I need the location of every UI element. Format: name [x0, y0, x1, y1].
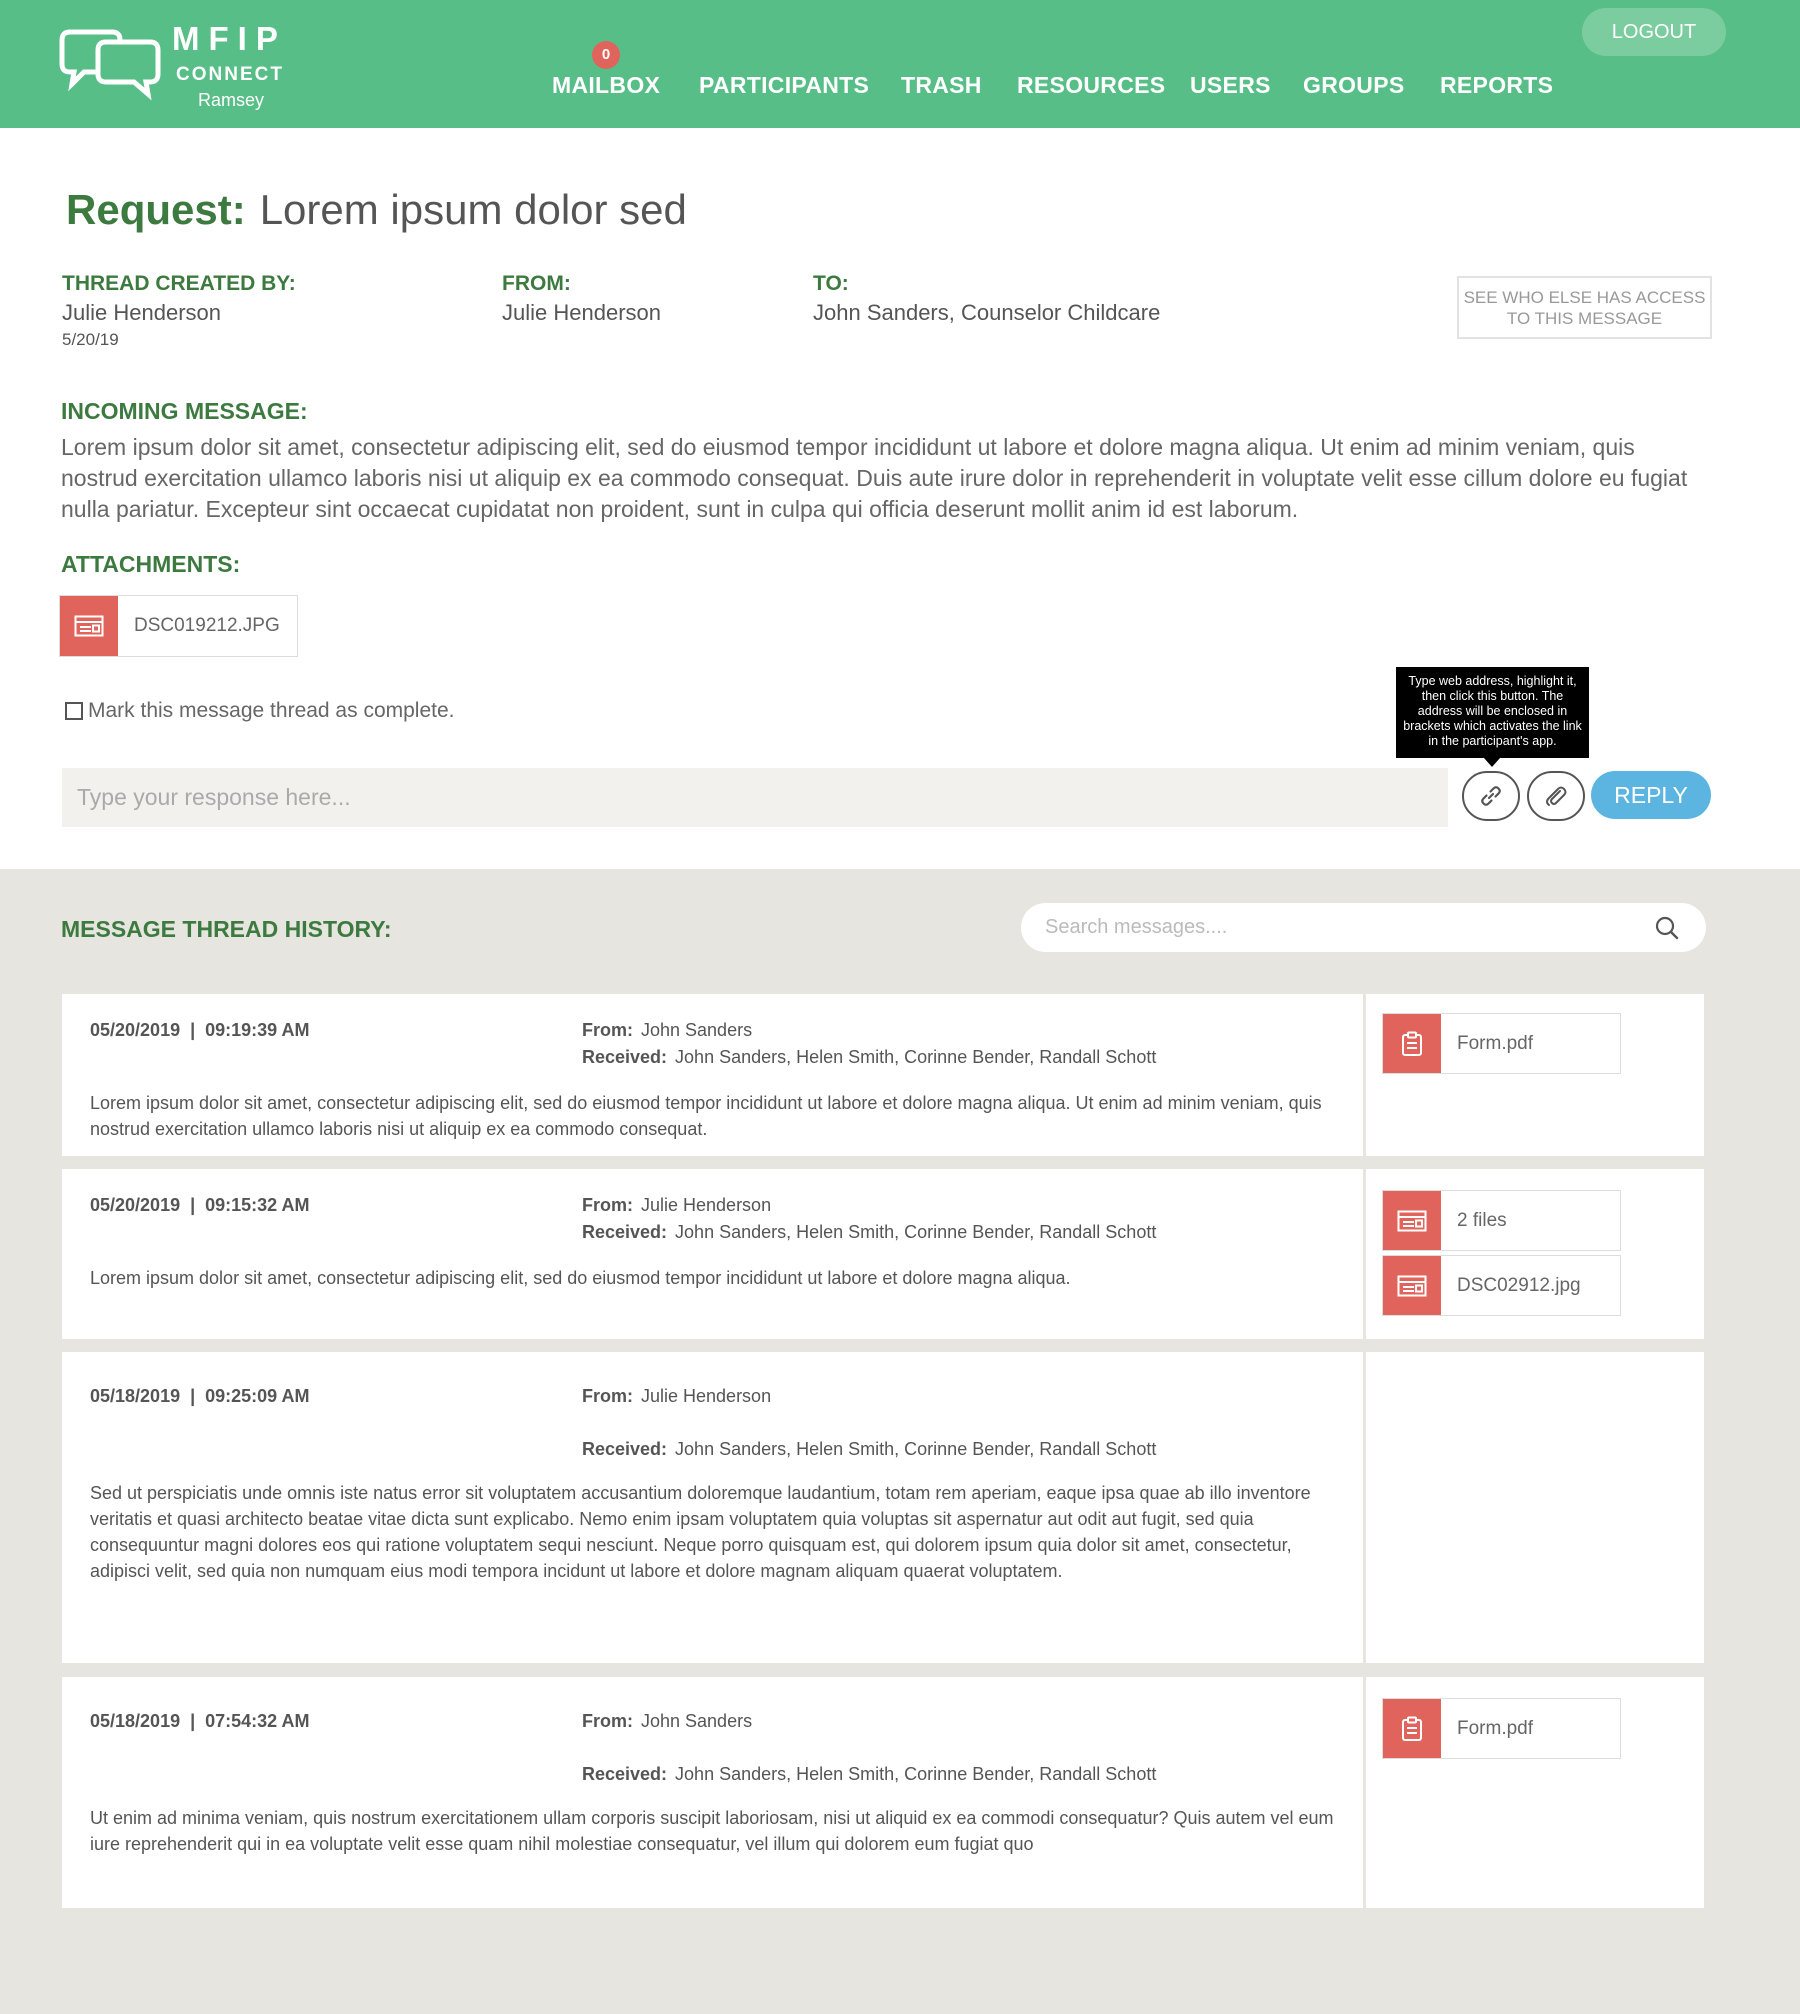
from-value: Julie Henderson [502, 300, 661, 325]
message-datetime: 05/18/2019 | 07:54:32 AM [90, 1711, 310, 1731]
message-from-label: From: [582, 1386, 633, 1406]
message-from-value: Julie Henderson [641, 1386, 772, 1406]
message-from-value: John Sanders [641, 1711, 753, 1731]
logout-button[interactable]: LOGOUT [1582, 8, 1726, 56]
message-body: Ut enim ad minima veniam, quis nostrum exercitationem ullam corporis suscipit laboriosam, nisi ut aliquid ex ea commodi consequatur? Quis autem vel eum iure reprehenderit qui in ea voluptate velit esse quam nihil molestiae consequatur, vel illum qui dolorem eum fugiat quo [90, 1808, 1334, 1854]
search-icon[interactable] [1654, 915, 1680, 941]
brand-county: Ramsey [198, 90, 265, 110]
see-access-button[interactable] [1457, 276, 1712, 339]
mfip-connect-logo[interactable] [54, 22, 294, 114]
history-label: MESSAGE THREAD HISTORY: [61, 916, 392, 942]
clipboard-icon [1383, 1699, 1441, 1758]
from-label: FROM: [502, 272, 571, 295]
message-from [582, 1020, 752, 1041]
message-received-label: Received: [582, 1047, 668, 1067]
message-files [1366, 994, 1704, 1156]
message-received-value: John Sanders, Helen Smith, Corinne Bender, Randall Schott [675, 1439, 1157, 1459]
file-chip[interactable] [1382, 1255, 1621, 1316]
message-date: 05/20/2019 [90, 1195, 181, 1215]
message-received [582, 1222, 1156, 1243]
image-file-icon [1383, 1191, 1441, 1250]
message-received-label: Received: [582, 1764, 668, 1784]
message-files [1366, 1169, 1704, 1339]
message-from [582, 1386, 771, 1407]
message-from-label: From: [582, 1020, 633, 1040]
nav-participants[interactable]: PARTICIPANTS [699, 72, 870, 98]
mailbox-count-badge: 0 [592, 41, 620, 69]
message-from-value: John Sanders [641, 1020, 753, 1040]
message-received [582, 1439, 1156, 1460]
message-datetime: 05/20/2019 | 09:19:39 AM [90, 1020, 310, 1040]
page-title-value: Lorem ipsum dolor sed [259, 186, 687, 233]
message-time: 09:25:09 AM [205, 1386, 310, 1406]
link-icon [1478, 783, 1504, 809]
message-from-label: From: [582, 1711, 633, 1731]
see-access-line2: TO THIS MESSAGE [1506, 309, 1663, 328]
to-label: TO: [813, 272, 849, 295]
brand-subtitle: CONNECT [176, 64, 284, 85]
page-title-label: Request: [66, 186, 246, 233]
file-name: Form.pdf [1457, 1717, 1534, 1739]
complete-checkbox[interactable] [65, 702, 83, 720]
incoming-message-body: Lorem ipsum dolor sit amet, consectetur adipiscing elit, sed do eiusmod tempor incididunt ut labore et dolore magna aliqua. Ut enim ad minim veniam, quis nostrud exercitation ullamco laboris nisi ut aliquip ex ea commodo consequat. Duis aute irure dolor in reprehenderit in voluptate velit esse cillum dolore eu fugiat nulla pariatur. Excepteur sint occaecat cupidatat non proident, sunt in culpa qui officia deserunt mollit anim id est laborum. [61, 434, 1688, 522]
message-time: 09:19:39 AM [205, 1020, 310, 1040]
nav-resources[interactable]: RESOURCES [1017, 72, 1166, 98]
message-time: 09:15:32 AM [205, 1195, 310, 1215]
attach-file-button[interactable] [1527, 771, 1585, 821]
thread-created-by-label: THREAD CREATED BY: [62, 272, 296, 295]
message-date: 05/18/2019 [90, 1711, 181, 1731]
brand-title: MFIP [172, 20, 287, 57]
page-title [66, 186, 687, 234]
attachment-chip[interactable] [59, 595, 298, 657]
message-body: Lorem ipsum dolor sit amet, consectetur adipiscing elit, sed do eiusmod tempor incididunt ut labore et dolore magna aliqua. [90, 1268, 1071, 1288]
message-from [582, 1711, 752, 1732]
message-thread-history [0, 869, 1800, 2014]
to-value: John Sanders, Counselor Childcare [813, 300, 1161, 325]
message-row[interactable] [62, 1169, 1363, 1339]
thread-created-by-value: Julie Henderson [62, 300, 221, 325]
file-name: Form.pdf [1457, 1032, 1534, 1054]
message-datetime: 05/18/2019 | 09:25:09 AM [90, 1386, 310, 1406]
clipboard-icon [1383, 1014, 1441, 1073]
tooltip-arrow [1484, 758, 1500, 767]
message-received-label: Received: [582, 1439, 668, 1459]
response-input[interactable] [62, 768, 1448, 827]
complete-label: Mark this message thread as complete. [88, 699, 455, 722]
nav-trash[interactable]: TRASH [901, 72, 982, 98]
message-received-value: John Sanders, Helen Smith, Corinne Bender, Randall Schott [675, 1222, 1157, 1242]
nav-reports[interactable]: REPORTS [1440, 72, 1554, 98]
message-from-value: Julie Henderson [641, 1195, 772, 1215]
nav-users[interactable]: USERS [1190, 72, 1271, 98]
message-datetime: 05/20/2019 | 09:15:32 AM [90, 1195, 310, 1215]
attachments-label: ATTACHMENTS: [61, 551, 241, 577]
message-date: 05/18/2019 [90, 1386, 181, 1406]
insert-link-button[interactable] [1462, 771, 1520, 821]
image-file-icon [60, 596, 118, 656]
file-chip[interactable] [1382, 1698, 1621, 1759]
link-tooltip: Type web address, highlight it, then click this button. The address will be enclosed in brackets which activates the link in the participant's app. [1396, 667, 1589, 758]
message-body: Sed ut perspiciatis unde omnis iste natus error sit voluptatem accusantium doloremque laudantium, totam rem aperiam, eaque ipsa quae ab illo inventore veritatis et quasi architecto beatae vitae dicta sunt explicabo. Nemo enim ipsam voluptatem quia voluptas sit aspernatur aut odit aut fugit, sed quia consequuntur magni dolores eos qui ratione voluptatem sequi nesciunt. Neque porro quisquam est, qui dolorem ipsum quia dolor sit amet, consectetur, adipisci velit, sed quia non numquam eius modi tempora incidunt ut labore et dolore magnam aliquam quaerat voluptatem. [90, 1483, 1311, 1581]
message-received-value: John Sanders, Helen Smith, Corinne Bender, Randall Schott [675, 1764, 1157, 1784]
search-box [1021, 903, 1706, 952]
file-name: DSC02912.jpg [1457, 1274, 1581, 1296]
search-input[interactable] [1045, 903, 1635, 952]
file-chip[interactable] [1382, 1190, 1621, 1251]
file-chip[interactable] [1382, 1013, 1621, 1074]
attachment-name: DSC019212.JPG [134, 615, 280, 636]
thread-created-date: 5/20/19 [62, 330, 119, 349]
incoming-message-label: INCOMING MESSAGE: [61, 398, 308, 424]
top-header [0, 0, 1800, 128]
message-from-label: From: [582, 1195, 633, 1215]
reply-button[interactable]: REPLY [1591, 771, 1711, 819]
see-access-line1: SEE WHO ELSE HAS ACCESS [1463, 288, 1706, 307]
nav-mailbox[interactable]: MAILBOX [552, 72, 661, 98]
message-received [582, 1764, 1156, 1785]
message-row[interactable] [62, 1352, 1363, 1663]
message-body: Lorem ipsum dolor sit amet, consectetur adipiscing elit, sed do eiusmod tempor incididunt ut labore et dolore magna aliqua. Ut enim ad minim veniam, quis nostrud exercitation ullamco laboris nisi ut aliquip ex ea commodo consequat. [90, 1093, 1322, 1139]
message-row[interactable] [62, 1677, 1363, 1908]
message-from [582, 1195, 771, 1216]
message-received-label: Received: [582, 1222, 668, 1242]
file-name: 2 files [1457, 1209, 1507, 1231]
message-files [1366, 1352, 1704, 1663]
message-date: 05/20/2019 [90, 1020, 181, 1040]
paperclip-icon [1543, 783, 1569, 809]
message-time: 07:54:32 AM [205, 1711, 310, 1731]
speech-bubbles-icon [54, 26, 164, 106]
message-received-value: John Sanders, Helen Smith, Corinne Bender, Randall Schott [675, 1047, 1157, 1067]
message-files [1366, 1677, 1704, 1908]
message-row[interactable] [62, 994, 1363, 1156]
message-received [582, 1047, 1156, 1068]
nav-groups[interactable]: GROUPS [1303, 72, 1405, 98]
complete-row [65, 697, 455, 725]
image-file-icon [1383, 1256, 1441, 1315]
